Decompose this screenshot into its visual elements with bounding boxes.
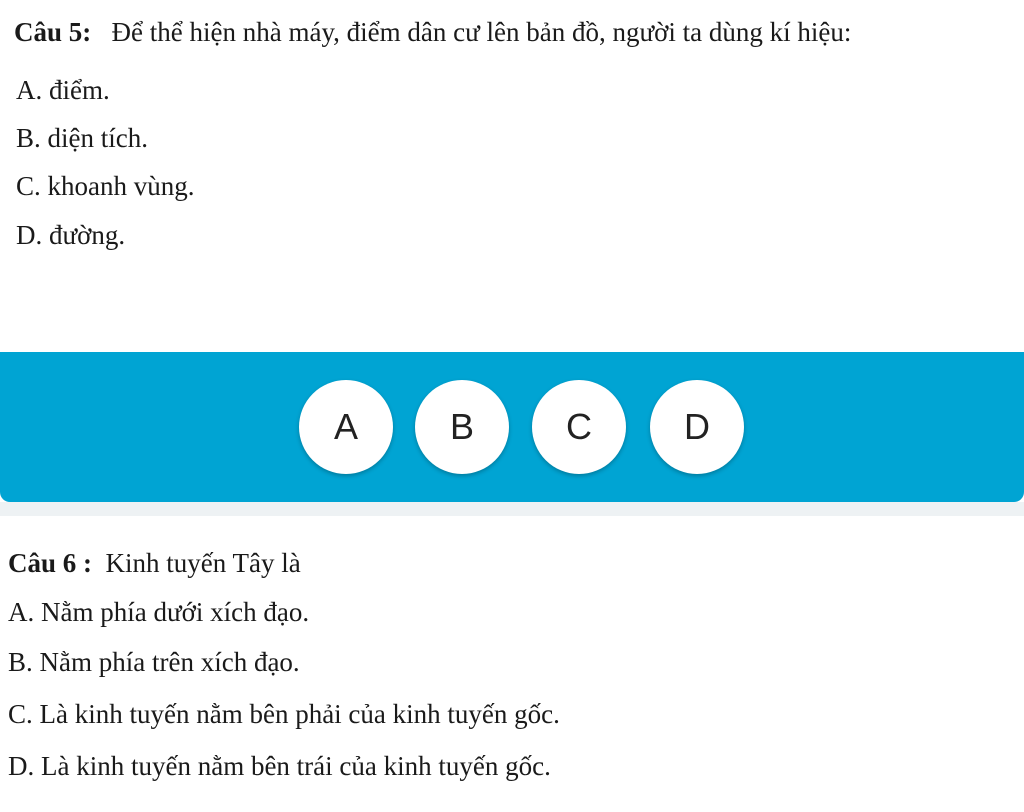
answer-bar <box>0 352 1024 502</box>
question-5-number: Câu 5: <box>14 17 92 47</box>
question-5-option-d: D. đường. <box>16 220 126 250</box>
question-6-option-c: C. Là kinh tuyến nằm bên phải của kinh tuyến gốc. <box>8 699 560 729</box>
question-6-text: Kinh tuyến Tây là <box>105 548 301 578</box>
question-5-option-b: B. diện tích. <box>16 123 148 153</box>
question-6-option-d: D. Là kinh tuyến nằm bên trái của kinh tuyến gốc. <box>8 751 551 781</box>
answer-button-b[interactable]: B <box>415 380 509 474</box>
question-6-option-a: A. Nằm phía dưới xích đạo. <box>8 597 310 627</box>
question-6-number: Câu 6 : <box>8 548 93 578</box>
answer-button-d[interactable]: D <box>650 380 744 474</box>
question-6-option-b: B. Nằm phía trên xích đạo. <box>8 647 300 677</box>
question-6-title <box>8 547 301 579</box>
question-5-option-c: C. khoanh vùng. <box>16 171 195 201</box>
question-5-title <box>14 16 851 48</box>
answer-button-c[interactable]: C <box>532 380 626 474</box>
question-5-text: Để thể hiện nhà máy, điểm dân cư lên bản đồ, người ta dùng kí hiệu: <box>111 17 852 47</box>
question-5-option-a: A. điểm. <box>16 75 110 105</box>
answer-button-a[interactable]: A <box>299 380 393 474</box>
question-5-card <box>0 0 1024 352</box>
section-divider <box>0 502 1024 516</box>
question-6-card <box>0 516 1024 812</box>
